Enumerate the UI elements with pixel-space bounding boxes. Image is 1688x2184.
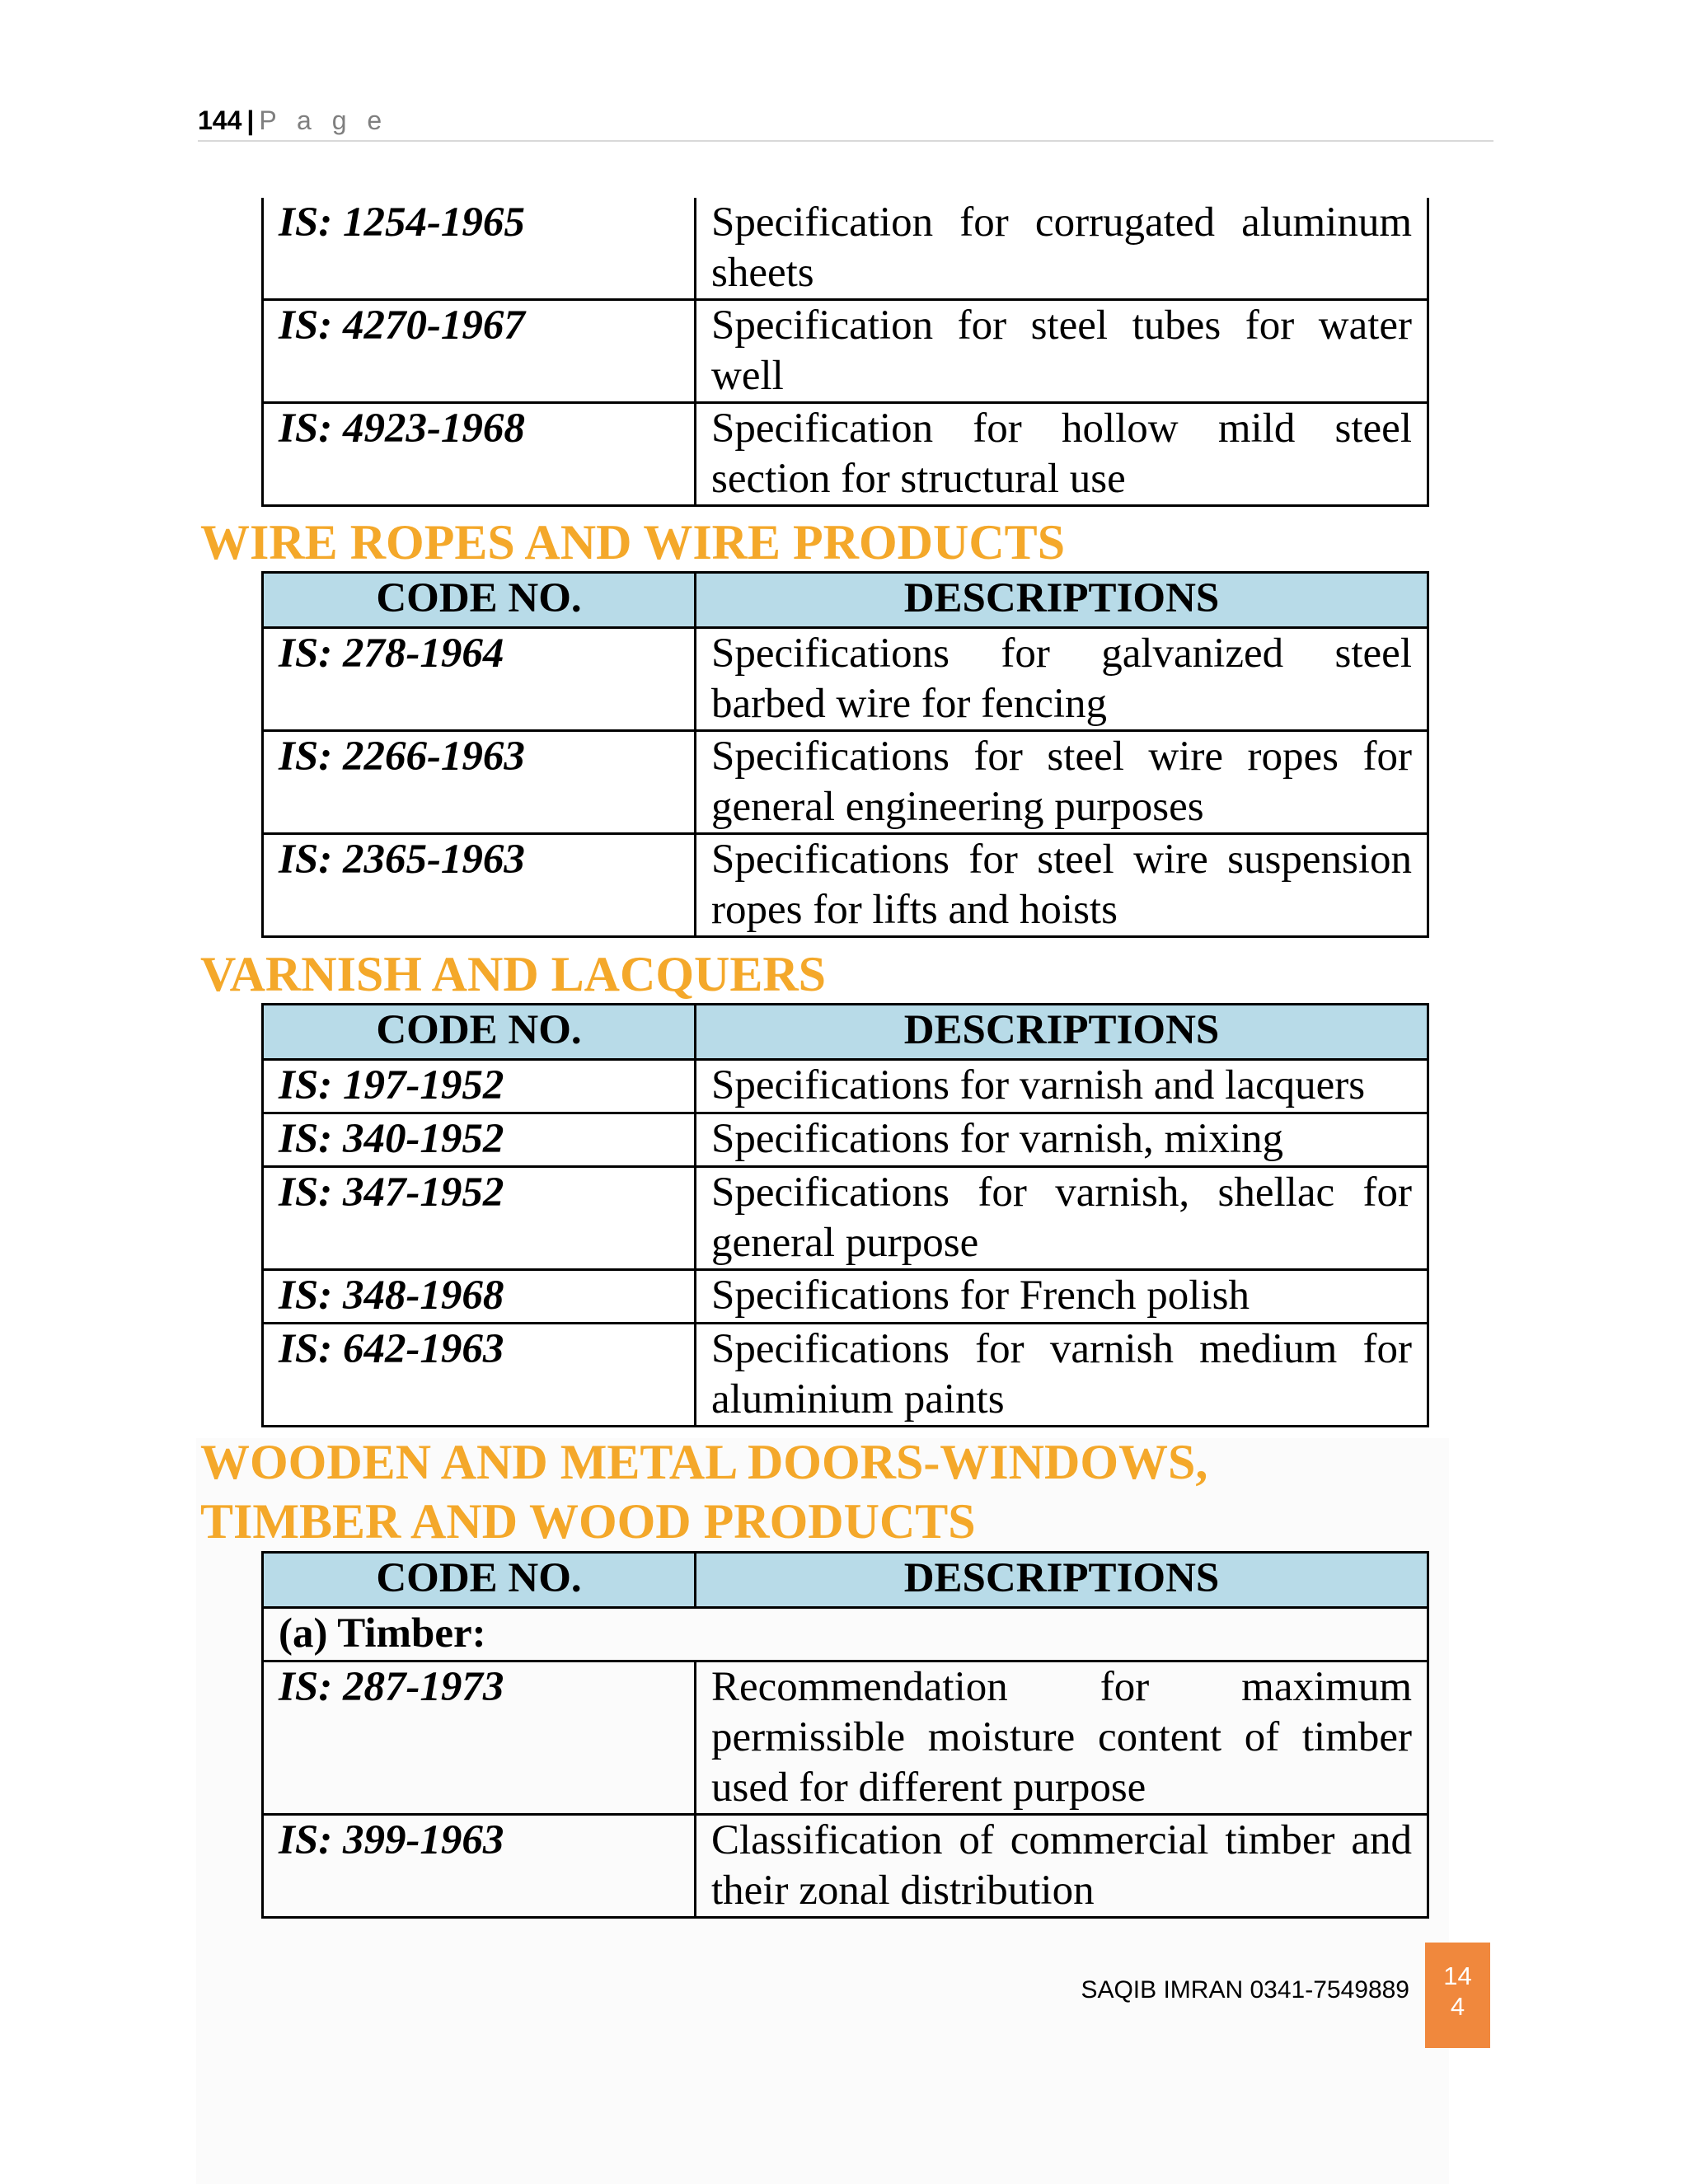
code-cell: IS: 4270-1967 xyxy=(263,300,696,403)
description-cell: Specifications for varnish, shellac for general purpose xyxy=(696,1167,1428,1270)
description-cell: Specifications for varnish medium for aluminium paints xyxy=(696,1324,1428,1427)
table-header-row xyxy=(263,573,1428,628)
badge-line-2: 4 xyxy=(1450,1992,1465,2021)
code-cell: IS: 642-1963 xyxy=(263,1324,696,1427)
description-cell: Specifications for varnish, mixing xyxy=(696,1113,1428,1167)
code-cell: IS: 340-1952 xyxy=(263,1113,696,1167)
description-cell: Specification for corrugated aluminum sheets xyxy=(696,198,1428,300)
description-cell: Specification for hollow mild steel section for structural use xyxy=(696,403,1428,506)
code-cell: IS: 197-1952 xyxy=(263,1060,696,1113)
timber-subheading: (a) Timber: xyxy=(263,1608,1428,1661)
code-cell: IS: 4923-1968 xyxy=(263,403,696,506)
section-title-timber: TIMBER AND WOOD PRODUCTS xyxy=(200,1494,976,1549)
page-number: 144 xyxy=(198,105,242,135)
table-row xyxy=(263,1661,1428,1815)
column-header-code: CODE NO. xyxy=(263,1553,696,1608)
section-title-varnish: VARNISH AND LACQUERS xyxy=(200,947,827,1001)
column-header-descriptions: DESCRIPTIONS xyxy=(696,1553,1428,1608)
page-label: P a g e xyxy=(259,105,389,135)
description-cell: Specification for steel tubes for water well xyxy=(696,300,1428,403)
table-row xyxy=(263,731,1428,834)
table-row xyxy=(263,628,1428,731)
description-cell: Recommendation for maximum permissible moisture content of timber used for different purpose xyxy=(696,1661,1428,1815)
description-cell: Specifications for steel wire suspension ropes for lifts and hoists xyxy=(696,834,1428,937)
table-row xyxy=(263,198,1428,300)
column-header-code: CODE NO. xyxy=(263,1005,696,1060)
header-separator: | xyxy=(246,105,255,135)
table-row xyxy=(263,1324,1428,1427)
table-row xyxy=(263,300,1428,403)
code-cell: IS: 399-1963 xyxy=(263,1815,696,1918)
footer-author: SAQIB IMRAN 0341-7549889 xyxy=(1081,1976,1409,2004)
column-header-descriptions: DESCRIPTIONS xyxy=(696,1005,1428,1060)
varnish-table xyxy=(261,1003,1429,1427)
description-cell: Specifications for French polish xyxy=(696,1270,1428,1324)
page-number-badge xyxy=(1425,1943,1490,2048)
table-row xyxy=(263,1060,1428,1113)
code-cell: IS: 287-1973 xyxy=(263,1661,696,1815)
section-title-wire-ropes: WIRE ROPES AND WIRE PRODUCTS xyxy=(200,515,1066,569)
table-row xyxy=(263,1815,1428,1918)
code-cell: IS: 348-1968 xyxy=(263,1270,696,1324)
description-cell: Specifications for varnish and lacquers xyxy=(696,1060,1428,1113)
description-cell: Specifications for galvanized steel barbed wire for fencing xyxy=(696,628,1428,731)
code-cell: IS: 1254-1965 xyxy=(263,198,696,300)
table-row xyxy=(263,1167,1428,1270)
wire-ropes-table xyxy=(261,571,1429,938)
description-cell: Specifications for steel wire ropes for general engineering purposes xyxy=(696,731,1428,834)
column-header-code: CODE NO. xyxy=(263,573,696,628)
code-cell: IS: 278-1964 xyxy=(263,628,696,731)
code-cell: IS: 347-1952 xyxy=(263,1167,696,1270)
description-cell: Classification of commercial timber and their zonal distribution xyxy=(696,1815,1428,1918)
section-title-wooden-doors: WOODEN AND METAL DOORS-WINDOWS, xyxy=(200,1435,1208,1489)
table-row xyxy=(263,403,1428,506)
code-cell: IS: 2266-1963 xyxy=(263,731,696,834)
code-cell: IS: 2365-1963 xyxy=(263,834,696,937)
steel-spec-table xyxy=(261,198,1429,507)
table-header-row xyxy=(263,1553,1428,1608)
column-header-descriptions: DESCRIPTIONS xyxy=(696,573,1428,628)
badge-line-1: 14 xyxy=(1443,1961,1472,1990)
page-header xyxy=(198,101,1493,142)
timber-table xyxy=(261,1551,1429,1919)
table-row xyxy=(263,834,1428,937)
subheading-row xyxy=(263,1608,1428,1661)
table-header-row xyxy=(263,1005,1428,1060)
table-row xyxy=(263,1113,1428,1167)
table-row xyxy=(263,1270,1428,1324)
